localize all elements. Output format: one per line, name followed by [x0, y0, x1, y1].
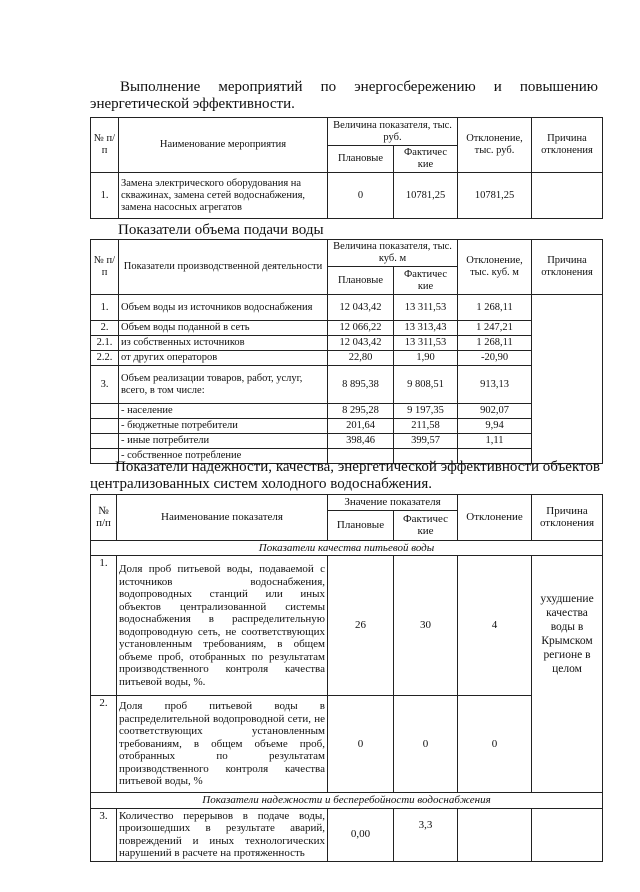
- row-num: [91, 404, 119, 419]
- row-name: - иные потребители: [119, 434, 328, 449]
- row-num: 1.: [91, 173, 119, 219]
- col-header-name: Показатели производственной деятельности: [119, 240, 328, 295]
- row-deviation: 0: [458, 696, 532, 793]
- row-deviation: 902,07: [458, 404, 532, 419]
- row-name: из собственных источников: [119, 336, 328, 351]
- section1-title-line1: Выполнение мероприятий по энергосбережению и повышению: [120, 79, 598, 95]
- row-num: [91, 434, 119, 449]
- row-name: Количество перерывов в подаче воды, произошедших в результате аварий, повреждений и иных технологических нарушений в расчете на протяженность: [117, 808, 328, 861]
- row-deviation: 10781,25: [458, 173, 532, 219]
- row-num: [91, 419, 119, 434]
- row-plan: 22,80: [328, 351, 394, 366]
- row-fact: 13 313,43: [394, 321, 458, 336]
- row-plan: 12 043,42: [328, 295, 394, 321]
- row-name: Объем воды из источников водоснабжения: [119, 295, 328, 321]
- row-name: Объем воды поданной в сеть: [119, 321, 328, 336]
- row-plan: 0,00: [328, 808, 394, 861]
- col-header-deviation: Отклонение, тыс. куб. м: [458, 240, 532, 295]
- row-deviation: -20,90: [458, 351, 532, 366]
- row-plan: 26: [328, 556, 394, 696]
- row-num: 1.: [91, 556, 117, 696]
- row-plan: 12 043,42: [328, 336, 394, 351]
- row-deviation: 9,94: [458, 419, 532, 434]
- row-plan: 398,46: [328, 434, 394, 449]
- row-name: - собственное потребление: [119, 449, 328, 464]
- row-fact: 211,58: [394, 419, 458, 434]
- table-row: [91, 173, 603, 219]
- row-num: 1.: [91, 295, 119, 321]
- row-num: 2.2.: [91, 351, 119, 366]
- measures-table: [90, 117, 603, 219]
- section2-title: Показатели объема подачи воды: [118, 222, 324, 238]
- col-header-reason: Причина отклонения: [532, 495, 603, 541]
- col-header-deviation: Отклонение, тыс. руб.: [458, 118, 532, 173]
- col-header-name: Наименование показателя: [117, 495, 328, 541]
- row-plan: 8 895,38: [328, 366, 394, 404]
- row-fact: 30: [394, 556, 458, 696]
- col-header-reason: Причина отклонения: [532, 118, 603, 173]
- col-header-num: № п/п: [91, 495, 117, 541]
- col-header-fact: Фактичес кие: [394, 146, 458, 173]
- table-row: [91, 366, 603, 404]
- col-header-plan: Плановые: [328, 510, 394, 540]
- col-header-value-group: Величина показателя, тыс. куб. м: [328, 240, 458, 267]
- row-fact: 1,90: [394, 351, 458, 366]
- row-num: 2.1.: [91, 336, 119, 351]
- row-plan: 0: [328, 696, 394, 793]
- row-fact: 399,57: [394, 434, 458, 449]
- col-header-fact: Фактичес кие: [394, 510, 458, 540]
- row-name: Замена электрического оборудования на скважинах, замена сетей водоснабжения, замена насосных агрегатов: [119, 173, 328, 219]
- row-num: 2.: [91, 696, 117, 793]
- col-header-num: № п/п: [91, 118, 119, 173]
- row-deviation: 1 247,21: [458, 321, 532, 336]
- row-fact: 13 311,53: [394, 336, 458, 351]
- row-deviation: 4: [458, 556, 532, 696]
- row-name: Доля проб питьевой воды в распределительной водопроводной сети, не соответствующих установленным требованиям, в общем объеме проб, отобранных по результатам производственного контроля качества питьевой воды, %: [117, 696, 328, 793]
- subheader-reliability: Показатели надежности и бесперебойности водоснабжения: [91, 793, 603, 809]
- row-reason: [532, 173, 603, 219]
- table-row: [91, 556, 603, 696]
- row-plan: 8 295,28: [328, 404, 394, 419]
- row-fact: 10781,25: [394, 173, 458, 219]
- row-fact: 0: [394, 696, 458, 793]
- row-name: - бюджетные потребители: [119, 419, 328, 434]
- row-fact: 13 311,53: [394, 295, 458, 321]
- table-row: [91, 808, 603, 861]
- table-row: [91, 696, 603, 793]
- col-header-plan: Плановые: [328, 146, 394, 173]
- col-header-deviation: Отклонение: [458, 495, 532, 541]
- row-fact: 3,3: [394, 808, 458, 861]
- section1-title-line2: энергетической эффективности.: [90, 96, 295, 112]
- row-deviation: 913,13: [458, 366, 532, 404]
- table-row: [91, 434, 603, 449]
- col-header-reason: Причина отклонения: [532, 240, 603, 295]
- table-row: [91, 351, 603, 366]
- section3-title-line2: централизованных систем холодного водоснабжения.: [90, 476, 432, 492]
- row-name: Доля проб питьевой воды, подаваемой с источников водоснабжения, водопроводных станций или иных объектов централизованной системы водоснабжения в распределительную водопроводную сеть, не соответствующих установленным требованиям, в общем объеме проб, отобранных по результатам производственного контроля качества питьевой воды, %.: [117, 556, 328, 696]
- row-deviation: 1 268,11: [458, 336, 532, 351]
- row-num: 3.: [91, 808, 117, 861]
- col-header-plan: Плановые: [328, 267, 394, 295]
- col-header-fact: Фактичес кие: [394, 267, 458, 295]
- row-deviation: 1 268,11: [458, 295, 532, 321]
- table-row: [91, 321, 603, 336]
- row-reason: [532, 808, 603, 861]
- row-reason: [532, 295, 603, 464]
- row-num: 3.: [91, 366, 119, 404]
- section3-title-line1: Показатели надежности, качества, энергетической эффективности объектов: [115, 459, 600, 475]
- col-header-name: Наименование мероприятия: [119, 118, 328, 173]
- row-name: от других операторов: [119, 351, 328, 366]
- row-deviation: 1,11: [458, 434, 532, 449]
- table-row: [91, 404, 603, 419]
- table-row: [91, 295, 603, 321]
- row-name: - население: [119, 404, 328, 419]
- row-plan: 0: [328, 173, 394, 219]
- subheader-quality: Показатели качества питьевой воды: [91, 540, 603, 556]
- row-name: Объем реализации товаров, работ, услуг, всего, в том числе:: [119, 366, 328, 404]
- quality-indicators-table: [90, 494, 603, 862]
- row-fact: 9 808,51: [394, 366, 458, 404]
- row-deviation: [458, 808, 532, 861]
- col-header-value-group: Величина показателя, тыс. руб.: [328, 118, 458, 146]
- water-supply-table: [90, 239, 603, 464]
- col-header-num: № п/п: [91, 240, 119, 295]
- table-row: [91, 336, 603, 351]
- row-plan: 201,64: [328, 419, 394, 434]
- row-num: 2.: [91, 321, 119, 336]
- table-row: [91, 419, 603, 434]
- row-reason: ухудшение качества воды в Крымском регионе в целом: [532, 556, 603, 793]
- col-header-value-group: Значение показателя: [328, 495, 458, 511]
- row-plan: 12 066,22: [328, 321, 394, 336]
- row-fact: 9 197,35: [394, 404, 458, 419]
